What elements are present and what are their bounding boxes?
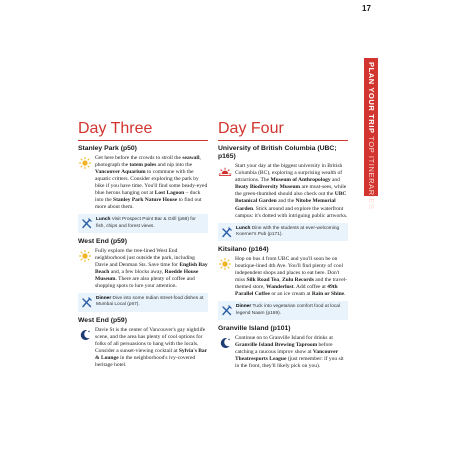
body-text-run: – duck into the xyxy=(95,190,201,204)
fork-knife-icon xyxy=(81,296,93,308)
section-paragraph xyxy=(218,163,348,219)
fork-knife-icon xyxy=(221,304,233,316)
section-heading: Granville Island (p101) xyxy=(218,324,291,332)
highlighted-place: Rain or Shine xyxy=(311,291,345,298)
moon-icon xyxy=(218,336,232,350)
highlighted-place: Sylvia's Bar & Lounge xyxy=(95,347,208,361)
body-text-run: are must-sees, while the green-thumbed should also check out the xyxy=(235,184,347,198)
page-number: 17 xyxy=(362,4,371,13)
highlighted-place: seawall xyxy=(182,155,200,162)
body-text-run: Davie St is the center of Vancouver's gay nightlife scene, and the area has plenty of cool options for folks of all persuasions to hang with the locals. Consider a sunset-viewing cocktail at xyxy=(95,326,206,354)
highlighted-place: English Bay Beach xyxy=(95,262,208,276)
highlighted-place: Wanderlust xyxy=(266,284,294,291)
section-paragraph xyxy=(218,256,348,298)
section-body-text xyxy=(235,163,348,219)
highlighted-place: totem poles xyxy=(129,162,157,169)
body-text-run: in the neighborhood's ivy-covered heritage hotel. xyxy=(95,354,196,368)
section-body-text xyxy=(235,256,348,298)
body-text-run: . Stick around and explore the waterfront campus: it's dotted with intriguing public artworks. xyxy=(235,205,348,219)
body-text-run: and, a few blocks away, xyxy=(109,269,165,276)
highlighted-place: Museum of Anthropology xyxy=(270,177,331,184)
meal-tip-description: Dive into some Indian street-food dishes at Mumbai Local (p67). xyxy=(96,296,204,308)
meal-tip-box xyxy=(78,214,208,232)
body-text-run: before catching a raucous improv show at xyxy=(235,342,333,356)
section-heading: Stanley Park (p50) xyxy=(78,145,137,152)
meal-tip-description: Dine with the students at ever-welcoming Koerner's Pub (p171). xyxy=(236,225,340,237)
section-body-text xyxy=(95,248,208,290)
body-text-run: , photograph the xyxy=(95,155,201,169)
day-title: Day Four xyxy=(218,120,348,141)
body-text-run: and the xyxy=(276,198,296,205)
highlighted-place: Nitobe Memorial Garden xyxy=(235,198,336,212)
highlighted-place: Granville Island Brewing Taproom xyxy=(235,342,318,349)
highlighted-place: Beaty Biodiversity Museum xyxy=(235,184,301,191)
moon-icon xyxy=(78,328,92,342)
meal-tip-text xyxy=(96,296,205,308)
sunrise-icon xyxy=(218,164,232,178)
section-tab-secondary: TOP ITINERARIES xyxy=(367,136,376,210)
meal-tip-box xyxy=(218,301,348,319)
section-heading: University of British Columbia (UBC; p165) xyxy=(218,145,337,161)
highlighted-place: UBC Botanical Garden xyxy=(235,191,347,205)
highlighted-place: Vancouver Aquarium xyxy=(95,169,146,176)
meal-tip-description: Visit Prospect Point Bar & Grill (p68) for fish, chips and forest views. xyxy=(96,217,196,229)
section-heading: Kitsilano (p164) xyxy=(218,246,269,254)
fork-knife-icon xyxy=(221,226,233,238)
meal-tip-text xyxy=(96,217,205,229)
body-text-run: Get here before the crowds to stroll the xyxy=(95,155,183,162)
fork-knife-icon xyxy=(81,217,93,229)
highlighted-place: 49th Parallel Coffee xyxy=(235,284,338,298)
body-text-run: . xyxy=(344,291,346,298)
body-text-run: and the travel-themed store, xyxy=(235,277,348,291)
section-body-text xyxy=(95,327,208,369)
day-four-column xyxy=(218,120,348,370)
highlighted-place: Lost Lagoon xyxy=(154,190,185,197)
body-text-run: or an ice cream at xyxy=(269,291,312,298)
section-paragraph xyxy=(78,327,208,369)
highlighted-place: Roedde House Museum xyxy=(95,269,199,283)
meal-tip-label: Dinner xyxy=(96,296,112,302)
body-text-run: and xyxy=(330,177,340,184)
section-paragraph xyxy=(78,155,208,211)
body-text-run: Fully explore the tree-lined West End neighborhood just outside the park, including Davie and Denman Sts. Save time for xyxy=(95,248,195,269)
highlighted-place: Stanley Park Nature House xyxy=(113,197,178,204)
highlighted-place: Vancouver Theatresports League xyxy=(235,349,338,363)
body-text-run: to find out more about them. xyxy=(95,197,202,211)
section-heading: West End (p59) xyxy=(78,316,127,324)
sun-icon xyxy=(78,249,92,263)
section-tab-label xyxy=(367,62,376,210)
meal-tip-label: Lunch xyxy=(96,217,111,223)
sun-icon xyxy=(218,257,232,271)
section-body-text xyxy=(95,155,208,211)
meal-tip-text xyxy=(236,304,345,316)
body-text-run: and nip into the xyxy=(156,162,193,169)
body-text-run: . There are also plenty of coffee and shopping spots to lure your attention. xyxy=(95,276,195,290)
body-text-run: . Add coffee at xyxy=(293,284,328,291)
section-paragraph xyxy=(218,335,348,370)
body-text-run: to commune with the aquatic critters. Consider exploring the park by bike if you have time. You'll find some beady-eyed blue herons hanging out at xyxy=(95,169,208,197)
body-text-run: Start your day at the biggest university in British Columbia (BC), exploring a surprising wealth of attractions. The xyxy=(235,163,343,184)
body-text-run: Continue on to Granville Island for drinks at xyxy=(235,335,333,341)
section-tab-primary: PLAN YOUR TRIP xyxy=(367,62,376,134)
meal-tip-label: Dinner xyxy=(236,304,252,310)
meal-tip-label: Lunch xyxy=(236,225,251,231)
meal-tip-description: Tuck into vegetarian comfort food at local legend Naam (p169). xyxy=(236,304,340,316)
body-text-run: (just remember: if you sit in the front, they'll likely pick on you). xyxy=(235,356,344,370)
meal-tip-box xyxy=(218,223,348,241)
meal-tip-text xyxy=(236,226,345,238)
section-heading: West End (p59) xyxy=(78,237,127,245)
body-text-run: Hop on bus 4 from UBC and you'll soon be on boutique-lined 4th Ave. You'll find plenty of cool independent shops and places to eat here. Don't miss xyxy=(235,256,343,284)
section-paragraph xyxy=(78,248,208,290)
highlighted-place: Zulu Records xyxy=(281,277,314,284)
day-title: Day Three xyxy=(78,120,208,141)
highlighted-place: Silk Road Tea xyxy=(246,277,280,284)
meal-tip-box xyxy=(78,293,208,311)
sun-icon xyxy=(78,156,92,170)
section-body-text xyxy=(235,335,348,370)
body-text-run: , xyxy=(279,277,282,284)
day-three-column xyxy=(78,120,208,369)
